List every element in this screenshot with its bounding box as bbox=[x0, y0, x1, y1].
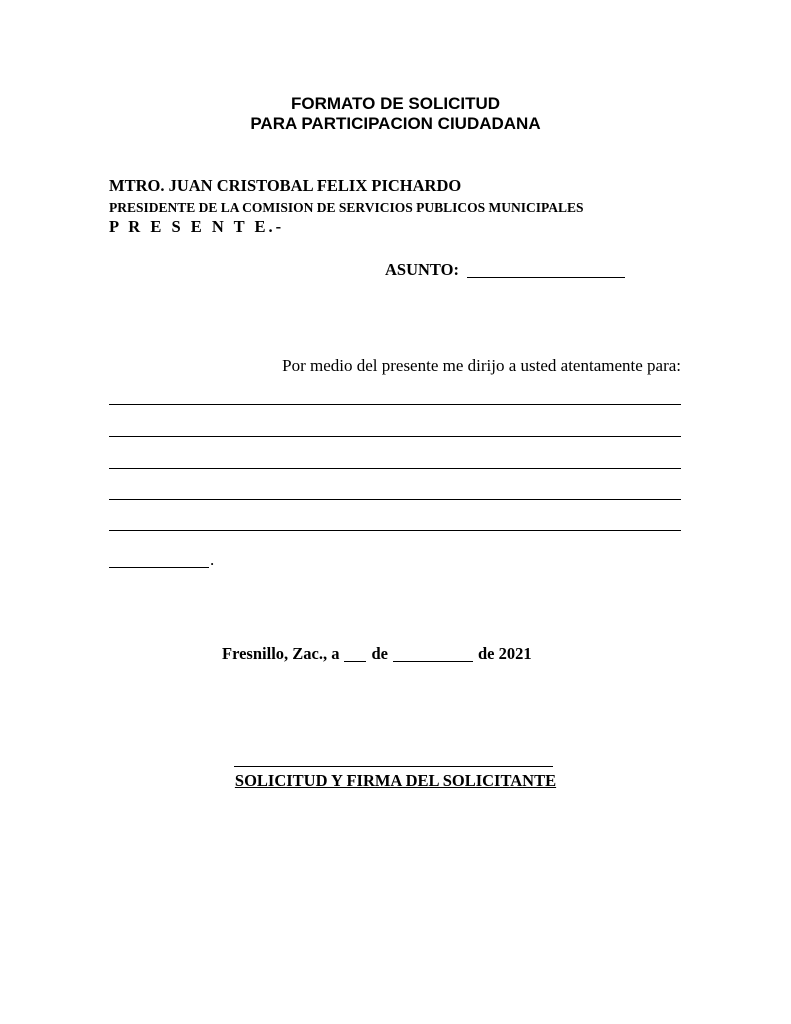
presente-label: P R E S E N T E.- bbox=[109, 217, 285, 236]
form-title-line-1: FORMATO DE SOLICITUD bbox=[290, 94, 501, 113]
signature-label bbox=[0, 771, 791, 791]
addressee-position: PRESIDENTE DE LA COMISION DE SERVICIOS PUBLICOS MUNICIPALES bbox=[109, 200, 584, 215]
request-blank-line-5[interactable] bbox=[109, 530, 681, 531]
date-place: Fresnillo, Zac., a bbox=[222, 644, 340, 663]
date-de-year: de 2021 bbox=[477, 644, 532, 663]
request-blank-line-1[interactable] bbox=[109, 404, 681, 405]
date-de-1: de bbox=[371, 644, 388, 663]
request-blank-line-3[interactable] bbox=[109, 468, 681, 469]
signature-label-text: SOLICITUD Y FIRMA DEL SOLICITANTE bbox=[234, 771, 557, 790]
month-blank[interactable] bbox=[393, 647, 473, 662]
request-blank-line-4[interactable] bbox=[109, 499, 681, 500]
form-title-line-2: PARA PARTICIPACION CIUDADANA bbox=[250, 114, 541, 133]
request-blank-line-2[interactable] bbox=[109, 436, 681, 437]
closing-period: . bbox=[210, 550, 215, 569]
request-blank-line-6[interactable] bbox=[109, 567, 209, 568]
body-intro-text: Por medio del presente me dirijo a usted atentamente para: bbox=[282, 356, 681, 375]
day-blank[interactable] bbox=[344, 647, 366, 662]
signature-line[interactable] bbox=[234, 766, 553, 767]
addressee-name: MTRO. JUAN CRISTOBAL FELIX PICHARDO bbox=[109, 176, 462, 195]
subject-blank-line[interactable] bbox=[467, 277, 625, 278]
date-line bbox=[222, 644, 532, 664]
subject-label: ASUNTO: bbox=[385, 260, 459, 279]
